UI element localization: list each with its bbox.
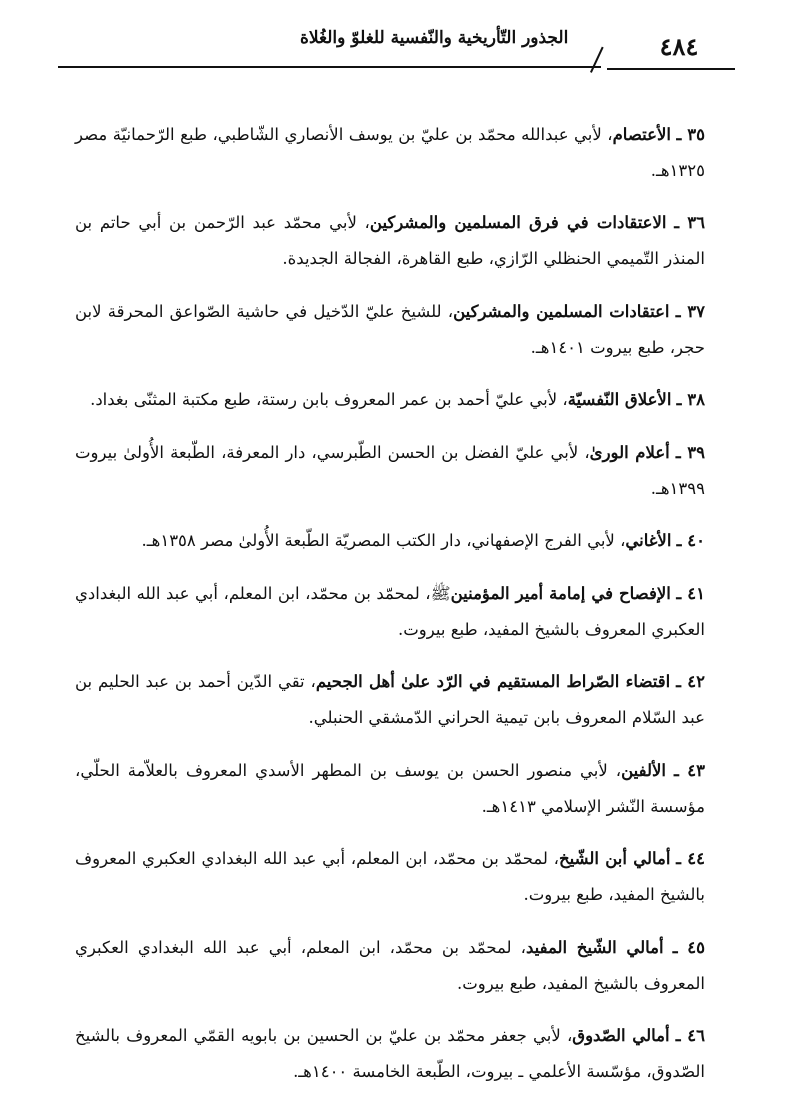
running-title: الجذور التّأريخية والنّفسية للغلوّ والغُلاة — [300, 28, 569, 48]
bibliography-list — [75, 100, 705, 1104]
entry-title: اعتقادات المسلمين والمشركين — [453, 301, 670, 321]
bibliography-entry — [75, 841, 705, 913]
entry-title: الاعتقادات في فرق المسلمين والمشركين — [369, 213, 667, 232]
bibliography-entry — [75, 523, 705, 559]
entry-title: الإفصاح في إمامة أمير المؤمنين — [450, 583, 671, 603]
header-rule — [58, 66, 601, 68]
entry-title: الألفين — [621, 760, 666, 780]
entry-number: ٤٣ ـ — [673, 760, 705, 780]
page-number-underline — [607, 68, 735, 70]
bibliography-entry — [75, 435, 705, 507]
entry-details: ﷺ، لمحمّد بن محمّد، ابن المعلم، أبي عبد الله البغدادي العكبري المعروف بالشيخ المفيد، طبع بيروت. — [75, 583, 705, 639]
entry-title: اقتضاء الصّراط المستقيم في الرّد علىٰ أهل الجحيم — [315, 672, 671, 691]
entry-details: ، للشيخ عليّ الدّخيل في حاشية الصّواعق المحرقة لابن حجر، طبع بيروت ١٤٠١هـ. — [75, 301, 705, 357]
bibliography-entry — [75, 753, 705, 825]
entry-details: ، لأبي عليّ الفضل بن الحسن الطّبرسي، دار المعرفة، الطّبعة الأُولىٰ بيروت ١٣٩٩هـ. — [75, 442, 705, 498]
entry-title: أمالي أبن الشّيخ — [559, 849, 671, 868]
bibliography-entry — [75, 205, 705, 277]
bibliography-entry — [75, 664, 705, 736]
entry-title: الأعتصام — [612, 124, 671, 144]
entry-details: ، تقي الدّين أحمد بن عبد الحليم بن عبد السّلام المعروف بابن تيمية الحراني الدّمشقي الحنبلي. — [75, 672, 705, 727]
entry-number: ٤٤ ـ — [676, 849, 705, 868]
bibliography-entry — [75, 576, 705, 648]
entry-number: ٤٢ ـ — [676, 672, 706, 691]
entry-number: ٣٨ ـ — [676, 390, 705, 409]
entry-details: ، لأبي عبدالله محمّد بن عليّ بن يوسف الأنصاري الشّاطبي، طبع الرّحمانيّة مصر ١٣٢٥هـ. — [75, 124, 705, 180]
entry-title: أمالي الصّدوق — [572, 1026, 670, 1045]
entry-number: ٣٩ ـ — [675, 442, 705, 462]
entry-details: ، لأبي الفرج الإصفهاني، دار الكتب المصريّة الطّبعة الأُولىٰ مصر ١٣٥٨هـ. — [141, 531, 626, 550]
bibliography-entry — [75, 117, 705, 189]
entry-title: أعلام الورىٰ — [589, 442, 670, 462]
bibliography-entry — [75, 1018, 705, 1090]
bibliography-entry — [75, 382, 705, 418]
entry-details: ، لأبي عليّ أحمد بن عمر المعروف بابن رستة، طبع مكتبة المثنّى بغداد. — [90, 390, 568, 409]
entry-details: ، لأبي محمّد عبد الرّحمن بن أبي حاتم بن المنذر التّميمي الحنظلي الرّازي، طبع القاهرة، الفجالة الجديدة. — [75, 213, 705, 268]
entry-number: ٤٠ ـ — [676, 531, 705, 550]
entry-title: الأعلاق النّفسيّة — [567, 390, 672, 409]
entry-details: ، لأبي منصور الحسن بن يوسف بن المطهر الأسدي المعروف بالعلاّمة الحلّي، مؤسسة النّشر الإسلامي ١٤١٣هـ. — [75, 760, 705, 816]
entry-number: ٤٦ ـ — [675, 1026, 705, 1045]
entry-details: ، لأبي جعفر محمّد بن عليّ بن الحسين بن بابويه القمّي المعروف بالشيخ الصّدوق، مؤسّسة الأعلمي ـ بيروت، الطّبعة الخامسة ١٤٠٠هـ. — [75, 1026, 705, 1081]
bibliography-entry — [75, 294, 705, 366]
entry-title: أمالي الشّيخ المفيد — [526, 937, 664, 957]
entry-title: الأغاني — [625, 531, 672, 550]
entry-details: ، لمحمّد بن محمّد، ابن المعلم، أبي عبد الله البغدادي العكبري المعروف بالشيخ المفيد، طبع بيروت. — [75, 937, 705, 993]
entry-number: ٣٧ ـ — [675, 301, 705, 321]
bibliography-entry — [75, 930, 705, 1002]
page-number: ٤٨٤ — [659, 32, 699, 61]
entry-number: ٤٥ ـ — [672, 937, 705, 957]
entry-number: ٤١ ـ — [676, 583, 705, 603]
entry-number: ٣٥ ـ — [676, 124, 705, 144]
entry-details: ، لمحمّد بن محمّد، ابن المعلم، أبي عبد الله البغدادي العكبري المعروف بالشيخ المفيد، طبع بيروت. — [75, 849, 705, 904]
header-divider-slash — [590, 47, 604, 73]
entry-number: ٣٦ ـ — [674, 213, 705, 232]
